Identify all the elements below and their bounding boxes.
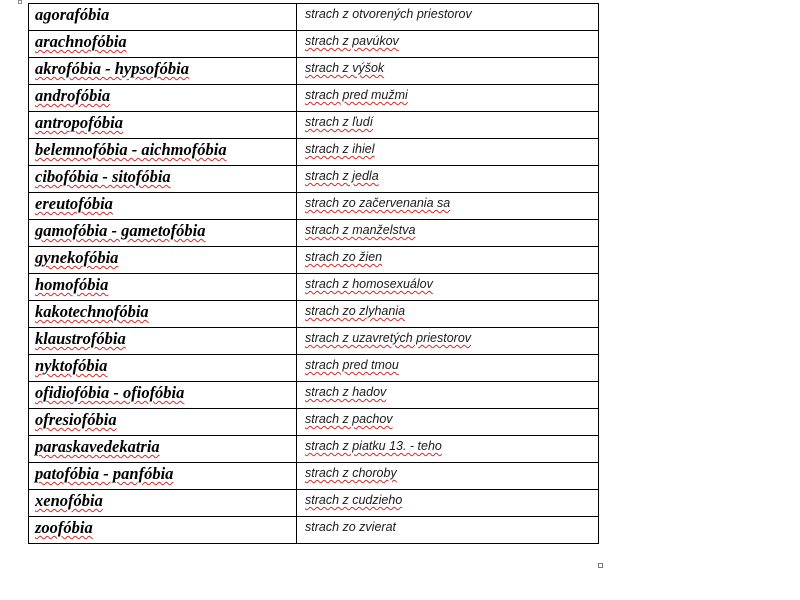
term-text: ereutofóbia (35, 194, 113, 213)
table-row (29, 382, 599, 409)
table-row (29, 4, 599, 31)
meaning-cell[interactable] (297, 139, 599, 166)
term-cell[interactable] (29, 301, 297, 328)
meaning-cell[interactable] (297, 409, 599, 436)
meaning-text: strach zo začervenania sa (305, 196, 451, 210)
term-text: akrofóbia - hypsofóbia (35, 59, 189, 78)
meaning-text: strach z ľudí (305, 115, 374, 129)
term-cell[interactable] (29, 463, 297, 490)
meaning-text: strach pred mužmi (305, 88, 408, 102)
meaning-text: strach z ihiel (305, 142, 375, 156)
meaning-cell[interactable] (297, 436, 599, 463)
table-row (29, 328, 599, 355)
meaning-cell[interactable] (297, 490, 599, 517)
table-row (29, 58, 599, 85)
term-text: belemnofóbia - aichmofóbia (35, 140, 227, 159)
term-text: gynekofóbia (35, 248, 119, 267)
term-text: gamofóbia - gametofóbia (35, 221, 206, 240)
term-cell[interactable] (29, 355, 297, 382)
term-cell[interactable] (29, 382, 297, 409)
table-row (29, 463, 599, 490)
term-text: agorafóbia (35, 5, 110, 24)
meaning-cell[interactable] (297, 274, 599, 301)
table-row (29, 490, 599, 517)
meaning-text: strach z uzavretých priestorov (305, 331, 472, 345)
term-text: ofidiofóbia - ofiofóbia (35, 383, 185, 402)
table-row (29, 112, 599, 139)
term-cell[interactable] (29, 274, 297, 301)
term-cell[interactable] (29, 112, 297, 139)
term-text: patofóbia - panfóbia (35, 464, 174, 483)
term-text: paraskavedekatria (35, 437, 160, 456)
table-row (29, 355, 599, 382)
meaning-cell[interactable] (297, 247, 599, 274)
table-row (29, 193, 599, 220)
table-row (29, 301, 599, 328)
term-text: ofresiofóbia (35, 410, 117, 429)
table-row (29, 274, 599, 301)
meaning-cell[interactable] (297, 193, 599, 220)
phobia-table (28, 3, 599, 544)
table-row (29, 139, 599, 166)
meaning-text: strach z otvorených priestorov (305, 7, 472, 21)
meaning-text: strach zo zlyhania (305, 304, 406, 318)
meaning-cell[interactable] (297, 301, 599, 328)
term-cell[interactable] (29, 58, 297, 85)
term-text: klaustrofóbia (35, 329, 126, 348)
term-cell[interactable] (29, 85, 297, 112)
term-text: androfóbia (35, 86, 111, 105)
term-text: homofóbia (35, 275, 109, 294)
table-row (29, 436, 599, 463)
meaning-cell[interactable] (297, 355, 599, 382)
meaning-text: strach z jedla (305, 169, 379, 183)
table-row (29, 166, 599, 193)
term-cell[interactable] (29, 247, 297, 274)
meaning-cell[interactable] (297, 517, 599, 544)
table-move-handle[interactable] (18, 0, 22, 4)
term-cell[interactable] (29, 409, 297, 436)
meaning-cell[interactable] (297, 328, 599, 355)
term-cell[interactable] (29, 193, 297, 220)
table-row (29, 31, 599, 58)
meaning-text: strach z hadov (305, 385, 387, 399)
meaning-cell[interactable] (297, 382, 599, 409)
meaning-text: strach z homosexuálov (305, 277, 433, 291)
term-cell[interactable] (29, 328, 297, 355)
term-cell[interactable] (29, 139, 297, 166)
term-cell[interactable] (29, 4, 297, 31)
meaning-cell[interactable] (297, 166, 599, 193)
meaning-text: strach pred tmou (305, 358, 399, 372)
term-cell[interactable] (29, 166, 297, 193)
meaning-cell[interactable] (297, 112, 599, 139)
term-cell[interactable] (29, 490, 297, 517)
table-row (29, 220, 599, 247)
meaning-text: strach z choroby (305, 466, 397, 480)
meaning-text: strach z výšok (305, 61, 385, 75)
term-text: xenofóbia (35, 491, 103, 510)
meaning-cell[interactable] (297, 220, 599, 247)
meaning-text: strach z pachov (305, 412, 393, 426)
term-text: cibofóbia - sitofóbia (35, 167, 171, 186)
meaning-text: strach z manželstva (305, 223, 416, 237)
table-resize-handle[interactable] (598, 563, 603, 568)
term-cell[interactable] (29, 220, 297, 247)
meaning-text: strach zo žien (305, 250, 383, 264)
meaning-cell[interactable] (297, 31, 599, 58)
meaning-text: strach z cudzieho (305, 493, 403, 507)
meaning-text: strach zo zvierat (305, 520, 397, 534)
table-row (29, 517, 599, 544)
table-body (29, 4, 599, 544)
meaning-text: strach z piatku 13. - teho (305, 439, 442, 453)
term-cell[interactable] (29, 517, 297, 544)
table-row (29, 247, 599, 274)
term-cell[interactable] (29, 31, 297, 58)
term-text: antropofóbia (35, 113, 124, 132)
meaning-text: strach z pavúkov (305, 34, 399, 48)
term-text: arachnofóbia (35, 32, 127, 51)
term-cell[interactable] (29, 436, 297, 463)
meaning-cell[interactable] (297, 85, 599, 112)
term-text: zoofóbia (35, 518, 93, 537)
meaning-cell[interactable] (297, 4, 599, 31)
table-row (29, 409, 599, 436)
term-text: kakotechnofóbia (35, 302, 149, 321)
meaning-cell[interactable] (297, 463, 599, 490)
table-row (29, 85, 599, 112)
meaning-cell[interactable] (297, 58, 599, 85)
term-text: nyktofóbia (35, 356, 108, 375)
